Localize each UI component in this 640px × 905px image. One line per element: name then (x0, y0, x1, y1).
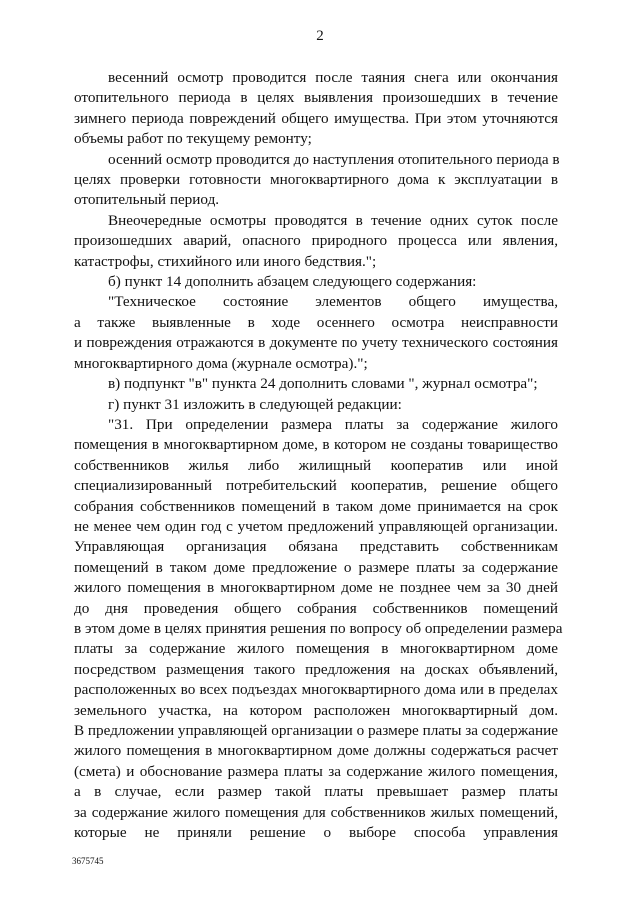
text-line: отопительного периода в целях выявления произошедших в течение (74, 89, 558, 107)
text-line: земельного участка, на котором расположен многоквартирный дом. (74, 701, 558, 719)
text-line: в) подпункт "в" пункта 24 дополнить словами ", журнал осмотра"; (108, 375, 538, 393)
text-line: отопительный период. (74, 191, 220, 209)
text-line: собрания собственников помещений в таком доме принимается на срок (74, 497, 558, 515)
text-line: В предложении управляющей организации о размере платы за содержание (74, 722, 558, 739)
text-line: а также выявленные в ходе осеннего осмотра неисправности (74, 313, 558, 331)
text-line: помещения в многоквартирном доме, в котором не созданы товарищество (74, 436, 558, 454)
text-line: до дня проведения общего собрания собственников помещений (74, 599, 558, 617)
paragraph (74, 292, 558, 374)
text-line: в этом доме в целях принятия решения по вопросу об определении размера (74, 619, 563, 637)
text-line: специализированный потребительский кооператив, решение общего (74, 477, 558, 495)
paragraph (74, 395, 558, 415)
paragraph (74, 415, 563, 844)
text-line: а в случае, если размер такой платы превышает размер платы (74, 783, 558, 801)
text-line: и повреждения отражаются в документе по учету технического состояния (74, 334, 558, 352)
document-body (74, 68, 563, 843)
text-line: (смета) и обоснование размера платы за содержание жилого помещения, (74, 762, 558, 780)
document-id: 3675745 (72, 856, 104, 866)
paragraph (74, 68, 558, 150)
text-line: не менее чем один год с учетом предложений управляющей организации. (74, 517, 558, 535)
text-line: расположенных во всех подъездах многоквартирного дома или в пределах (74, 681, 558, 699)
text-line: "31. При определении размера платы за содержание жилого (108, 415, 558, 433)
text-line: весенний осмотр проводится после таяния снега или окончания (108, 69, 558, 86)
text-line: Внеочередные осмотры проводятся в течение одних суток после (108, 211, 558, 229)
text-line: катастрофы, стихийного или иного бедствия."; (74, 252, 377, 270)
text-line: "Техническое состояние элементов общего имущества, (108, 293, 558, 311)
text-line: за содержание жилого помещения для собственников жилых помещений, (74, 803, 558, 821)
text-line: осенний осмотр проводится до наступления отопительного периода в (108, 150, 560, 168)
text-line: объемы работ по текущему ремонту; (74, 130, 312, 148)
paragraph (74, 211, 558, 272)
text-line: б) пункт 14 дополнить абзацем следующего содержания: (108, 273, 477, 291)
page-number: 2 (316, 28, 324, 44)
text-line: жилого помещения в многоквартирном доме не позднее чем за 30 дней (74, 579, 558, 597)
paragraph (74, 374, 558, 394)
text-line: помещений в таком доме предложение о размере платы за содержание (74, 558, 558, 576)
text-line: Управляющая организация обязана представить собственникам (74, 538, 558, 556)
paragraph (74, 272, 558, 292)
text-line: посредством размещения такого предложения на досках объявлений, (74, 660, 558, 678)
text-line: зимнего периода повреждений общего имущества. При этом уточняются (74, 109, 558, 127)
text-line: г) пункт 31 изложить в следующей редакции: (108, 395, 402, 413)
text-line: многоквартирного дома (журнале осмотра)."; (74, 354, 368, 372)
text-line: платы за содержание жилого помещения в многоквартирном доме (74, 640, 558, 658)
text-line: жилого помещения в многоквартирном доме должны содержаться расчет (74, 742, 558, 760)
text-line: произошедших аварий, опасного природного процесса или явления, (74, 232, 558, 250)
text-line: целях проверки готовности многоквартирного дома к эксплуатации в (74, 171, 558, 189)
paragraph (74, 150, 558, 211)
text-line: которые не приняли решение о выборе способа управления (74, 824, 558, 842)
text-line: собственников жилья либо жилищный кооператив или иной (74, 456, 558, 474)
